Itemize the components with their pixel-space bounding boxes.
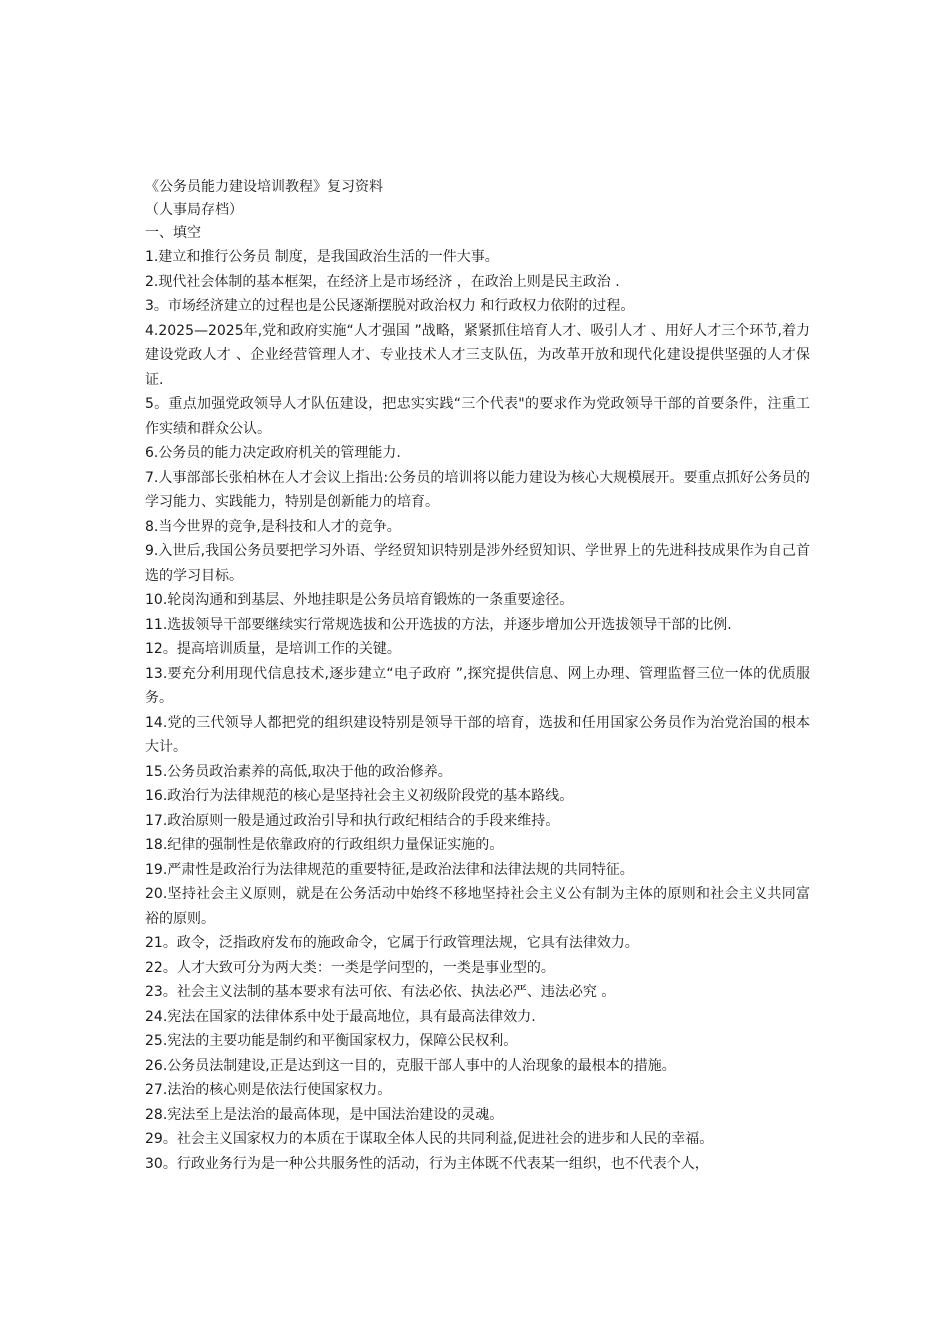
list-item: 7.人事部部长张柏林在人才会议上指出:公务员的培训将以能力建设为核心大规模展开。要重点抓好公务员的学习能力、实践能力，特别是创新能力的培育。 [145, 469, 810, 510]
list-item: 5。重点加强党政领导人才队伍建设，把忠实实践“三个代表"的要求作为党政领导干部的首要条件，注重工作实绩和群众公认。 [145, 396, 810, 437]
document-page [145, 176, 810, 1176]
list-item: 10.轮岗沟通和到基层、外地挂职是公务员培育锻炼的一条重要途径。 [145, 592, 574, 608]
document-title: 《公务员能力建设培训教程》复习资料 [145, 179, 383, 195]
list-item: 20.坚持社会主义原则，就是在公务活动中始终不移地坚持社会主义公有制为主体的原则和社会主义共同富裕的原则。 [145, 886, 810, 927]
list-item: 15.公务员政治素养的高低,取决于他的政治修养。 [145, 763, 452, 780]
list-item: 27.法治的核心则是依法行使国家权力。 [145, 1082, 392, 1098]
list-item: 18.纪律的强制性是依靠政府的行政组织力量保证实施的。 [145, 837, 504, 853]
document-subtitle: （人事局存档） [145, 202, 243, 218]
list-item: 13.要充分利用现代信息技术,逐步建立“电子政府 ”,探究提供信息、网上办理、管理监督三位一体的优质服务。 [145, 665, 810, 706]
list-item: 2.现代社会体制的基本框架，在经济上是市场经济 ，在政治上则是民主政治 . [145, 273, 620, 290]
list-item: 12。提高培训质量，是培训工作的关键。 [145, 641, 401, 657]
list-item: 19.严肃性是政治行为法律规范的重要特征,是政治法律和法律法规的共同特征。 [145, 861, 634, 878]
list-item: 26.公务员法制建设,正是达到这一目的，克服干部人事中的人治现象的最根本的措施。 [145, 1057, 676, 1074]
list-item: 8.当今世界的竞争,是科技和人才的竞争。 [145, 518, 401, 535]
section-heading: 一、填空 [145, 225, 201, 241]
list-item: 29。社会主义国家权力的本质在于谋取全体人民的共同利益,促进社会的进步和人民的幸福。 [145, 1131, 714, 1147]
list-item: 28.宪法至上是法治的最高体现，是中国法治建设的灵魂。 [145, 1106, 504, 1123]
list-item: 1.建立和推行公务员 制度，是我国政治生活的一件大事。 [145, 249, 499, 265]
list-item: 9.入世后,我国公务员要把学习外语、学经贸知识特别是涉外经贸知识、学世界上的先进科技成果作为自己首选的学习目标。 [145, 543, 810, 584]
list-item: 6.公务员的能力决定政府机关的管理能力. [145, 445, 401, 461]
list-item: 24.宪法在国家的法律体系中处于最高地位，具有最高法律效力. [145, 1008, 536, 1025]
list-item: 14.党的三代领导人都把党的组织建设特别是领导干部的培育，选拔和任用国家公务员作为治党治国的根本大计。 [145, 714, 810, 755]
fill-in-items-list [145, 245, 810, 1176]
list-item: 3。市场经济建立的过程也是公民逐渐摆脱对政治权力 和行政权力依附的过程。 [145, 298, 635, 314]
list-item: 16.政治行为法律规范的核心是坚持社会主义初级阶段党的基本路线。 [145, 788, 574, 804]
list-item: 11.选拔领导干部要继续实行常规选拔和公开选拔的方法，并逐步增加公开选拔领导干部的比例. [145, 616, 732, 633]
list-item: 30。行政业务行为是一种公共服务性的活动，行为主体既不代表某一组织，也不代表个人， [145, 1155, 709, 1172]
list-item: 17.政治原则一般是通过政治引导和执行政纪相结合的手段来维持。 [145, 812, 560, 829]
list-item: 21。政令，泛指政府发布的施政命令，它属于行政管理法规，它具有法律效力。 [145, 935, 639, 951]
list-item: 4.2025—2025年,党和政府实施“人才强国 ”战略，紧紧抓住培育人才、吸引人才 、用好人才三个环节,着力建设党政人才 、企业经营管理人才、专业技术人才三支队伍，为改革开放和现代化建设提供坚强的人才保证. [145, 322, 810, 388]
list-item: 22。人才大致可分为两大类：一类是学问型的，一类是事业型的。 [145, 959, 555, 976]
list-item: 23。社会主义法制的基本要求有法可依、有法必依、执法必严、违法必究 。 [145, 984, 616, 1000]
list-item: 25.宪法的主要功能是制约和平衡国家权力，保障公民权利。 [145, 1033, 518, 1049]
